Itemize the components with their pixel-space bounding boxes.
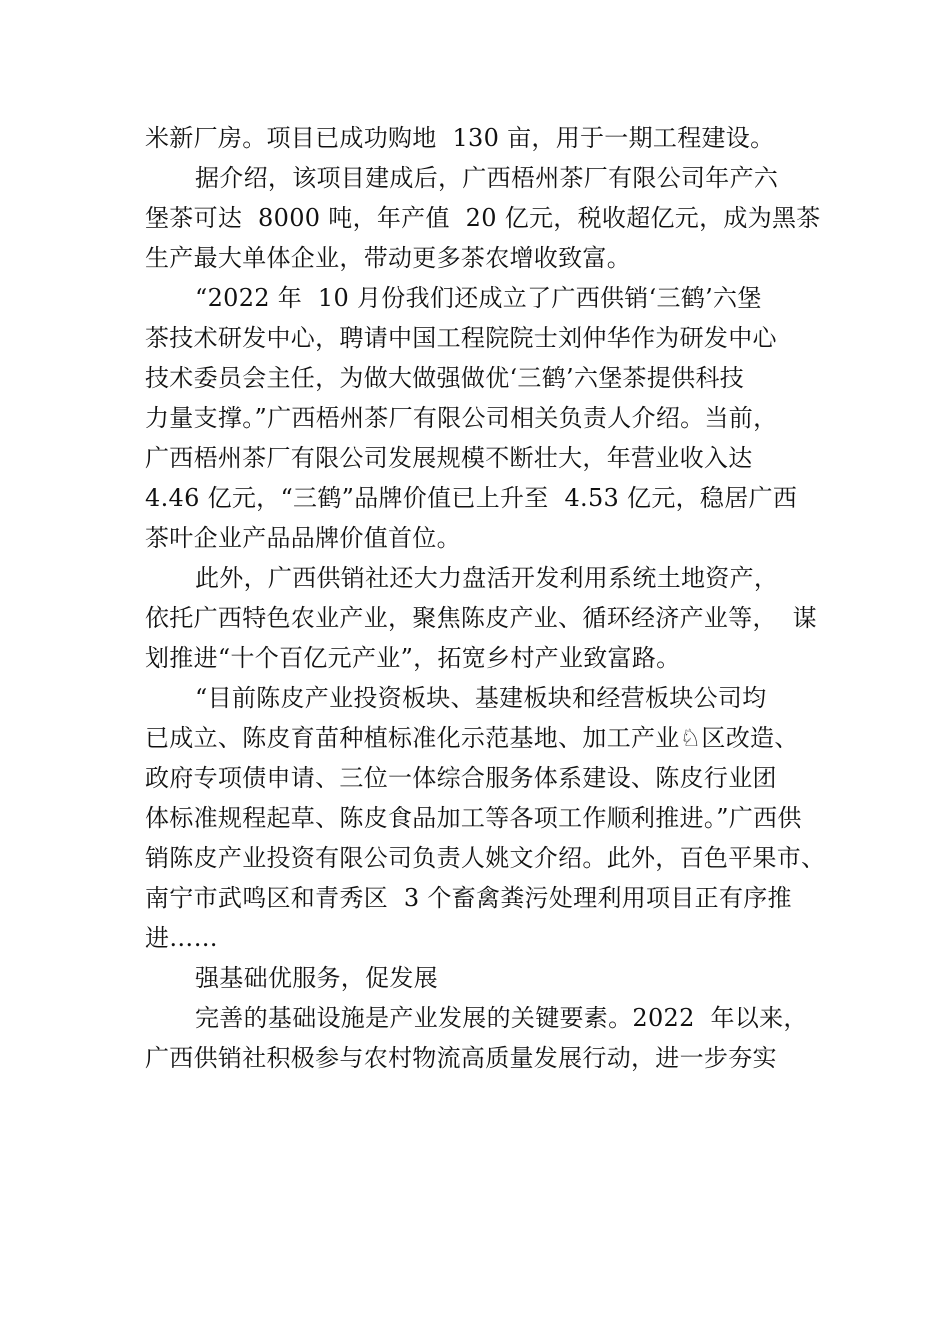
document-body <box>145 118 825 1078</box>
text-line: 4.46 亿元，“三鹤”品牌价值已上升至 4.53 亿元，稳居广西 <box>145 484 798 512</box>
text-line: 茶叶企业产品品牌价值首位。 <box>145 524 461 552</box>
text-line: 茶技术研发中心，聘请中国工程院院士刘仲华作为研发中心 <box>145 324 777 352</box>
text-line: 南宁市武鸣区和青秀区 3 个畜禽粪污处理利用项目正有序推 <box>145 884 792 912</box>
paragraph-start-line: “目前陈皮产业投资板块、基建板块和经营板块公司均 <box>195 684 767 712</box>
paragraph-start-line: 完善的基础设施是产业发展的关键要素。2022 年以来， <box>195 1004 808 1032</box>
text-line: 依托广西特色农业产业，聚焦陈皮产业、循环经济产业等， 谋 <box>145 604 817 632</box>
text-line: 政府专项债申请、三位一体综合服务体系建设、陈皮行业团 <box>145 764 777 792</box>
paragraph-start-line: 此外，广西供销社还大力盘活开发利用系统土地资产， <box>195 564 779 592</box>
text-line: 生产最大单体企业，带动更多茶农增收致富。 <box>145 244 631 272</box>
text-line: 米新厂房。项目已成功购地 130 亩，用于一期工程建设。 <box>145 124 775 152</box>
text-line: 划推进“十个百亿元产业”，拓宽乡村产业致富路。 <box>145 644 681 672</box>
text-line: 力量支撑。”广西梧州茶厂有限公司相关负责人介绍。当前， <box>145 404 778 432</box>
section-heading: 强基础优服务，促发展 <box>195 964 438 992</box>
text-line: 体标准规程起草、陈皮食品加工等各项工作顺利推进。”广西供 <box>145 804 802 832</box>
paragraph-start-line: 据介绍，该项目建成后，广西梧州茶厂有限公司年产六 <box>195 164 779 192</box>
text-line: 已成立、陈皮育苗种植标准化示范基地、加工产业♘区改造、 <box>145 724 799 752</box>
paragraph-start-line: “2022 年 10 月份我们还成立了广西供销‘三鹤’六堡 <box>195 284 762 312</box>
text-line: 进…… <box>145 924 218 952</box>
text-line: 广西梧州茶厂有限公司发展规模不断壮大，年营业收入达 <box>145 444 753 472</box>
text-line: 销陈皮产业投资有限公司负责人姚文介绍。此外，百色平果市、 <box>145 844 826 872</box>
text-line: 技术委员会主任，为做大做强做优‘三鹤’六堡茶提供科技 <box>145 364 745 392</box>
text-line: 堡茶可达 8000 吨，年产值 20 亿元，税收超亿元，成为黑茶 <box>145 204 821 232</box>
text-line: 广西供销社积极参与农村物流高质量发展行动，进一步夯实 <box>145 1044 777 1072</box>
